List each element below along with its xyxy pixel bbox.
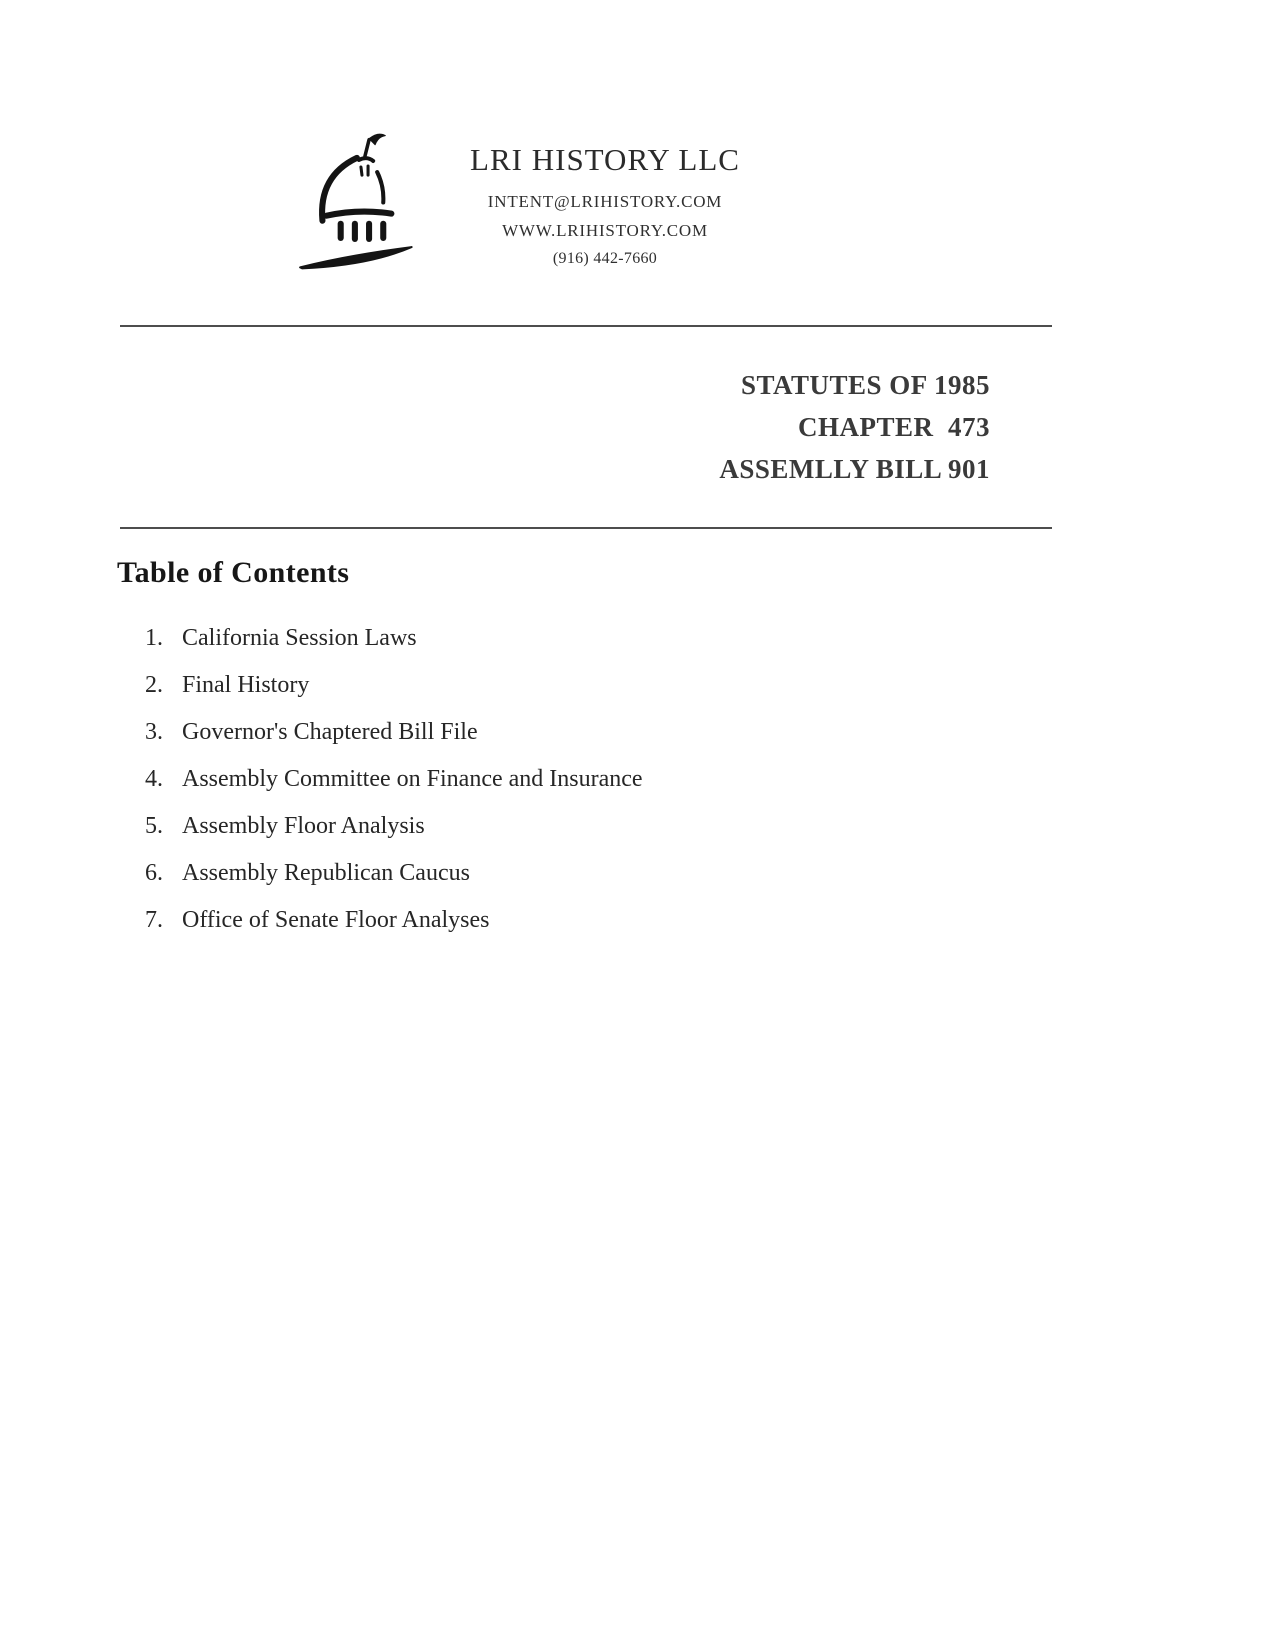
assembly-bill-line: ASSEMLLY BILL 901 <box>719 454 990 484</box>
chapter-line: CHAPTER 473 <box>797 412 990 442</box>
toc-item <box>145 671 945 699</box>
company-website: WWW.LRIHISTORY.COM <box>502 221 708 240</box>
capitol-logo-icon <box>288 118 440 288</box>
statute-title-block <box>490 364 990 490</box>
toc-item-label: Assembly Republican Caucus <box>182 860 470 886</box>
company-name: LRI HISTORY LLC <box>470 142 740 177</box>
bottom-divider <box>120 527 1052 529</box>
toc-item-number: 6. <box>145 860 163 886</box>
top-divider <box>120 325 1052 327</box>
toc-item-label: Governor's Chaptered Bill File <box>182 719 478 745</box>
letterhead <box>430 142 780 268</box>
toc-item <box>145 859 945 887</box>
toc-item <box>145 624 945 652</box>
toc-item-number: 3. <box>145 719 163 745</box>
statutes-line: STATUTES OF 1985 <box>740 370 990 400</box>
company-email: INTENT@LRIHISTORY.COM <box>487 192 723 211</box>
toc-item-number: 1. <box>145 625 163 651</box>
toc-item-label: Assembly Floor Analysis <box>182 813 425 839</box>
toc-item-number: 7. <box>145 907 163 933</box>
toc-item <box>145 765 945 793</box>
toc-item-label: Final History <box>182 672 310 698</box>
toc-item <box>145 812 945 840</box>
toc-item <box>145 906 945 934</box>
toc-item-number: 5. <box>145 813 163 839</box>
toc-item-label: Office of Senate Floor Analyses <box>182 907 490 933</box>
toc-item <box>145 718 945 746</box>
toc-list <box>145 624 945 953</box>
toc-item-label: Assembly Committee on Finance and Insurance <box>182 766 643 792</box>
toc-item-label: California Session Laws <box>182 625 417 651</box>
toc-item-number: 2. <box>145 672 163 698</box>
toc-item-number: 4. <box>145 766 163 792</box>
toc-heading: Table of Contents <box>117 556 350 589</box>
company-phone: (916) 442-7660 <box>552 250 658 267</box>
